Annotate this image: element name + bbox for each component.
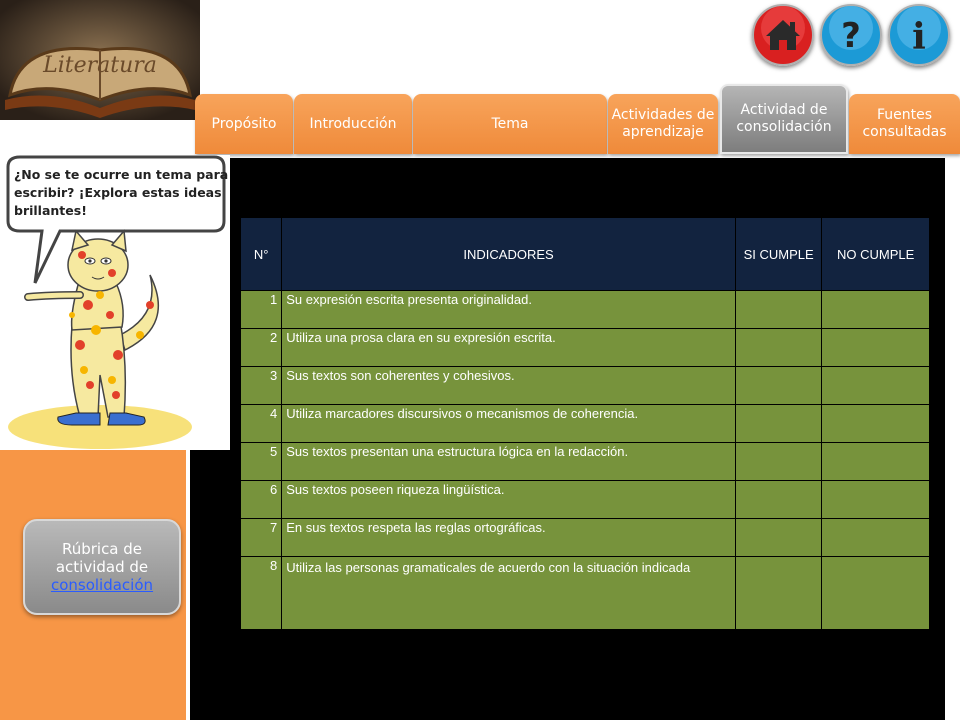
no-cell[interactable] <box>822 443 930 481</box>
tab-label: Actividad de consolidación <box>736 102 832 135</box>
header-no: NO CUMPLE <box>822 218 930 291</box>
tab-actividades-aprendizaje[interactable] <box>608 94 718 154</box>
rubric-line-1: Rúbrica de <box>61 540 143 558</box>
row-indicator: Su expresión escrita presenta originalidad. <box>282 291 736 329</box>
tab-fuentes-consultadas[interactable] <box>849 94 960 154</box>
tab-label: Tema <box>491 115 529 132</box>
row-indicator: Sus textos son coherentes y cohesivos. <box>282 367 736 405</box>
rubric-line-2: actividad de <box>55 558 149 576</box>
table-row <box>241 481 930 519</box>
row-indicator: Utiliza marcadores discursivos o mecanismos de coherencia. <box>282 405 736 443</box>
tab-label: Propósito <box>211 115 277 132</box>
svg-text:i: i <box>912 16 926 58</box>
yes-cell[interactable] <box>735 329 822 367</box>
row-num: 4 <box>241 405 282 443</box>
table-row <box>241 519 930 557</box>
row-indicator: Utiliza las personas gramaticales de acuerdo con la situación indicada <box>282 557 736 630</box>
row-indicator: Sus textos poseen riqueza lingüística. <box>282 481 736 519</box>
literatura-logo <box>0 0 200 120</box>
no-cell[interactable] <box>822 519 930 557</box>
info-icon[interactable] <box>888 4 950 66</box>
logo-text: Literatura <box>43 53 157 78</box>
no-cell[interactable] <box>822 557 930 630</box>
row-num: 1 <box>241 291 282 329</box>
yes-cell[interactable] <box>735 405 822 443</box>
tab-introduccion[interactable] <box>294 94 412 154</box>
rubric-button[interactable] <box>23 519 181 615</box>
yes-cell[interactable] <box>735 481 822 519</box>
rubric-table <box>240 217 930 630</box>
row-num: 2 <box>241 329 282 367</box>
tab-label: Actividades de aprendizaje <box>611 107 715 140</box>
table-row <box>241 443 930 481</box>
tab-proposito[interactable] <box>195 94 293 154</box>
tab-tema[interactable] <box>413 94 607 154</box>
ground-shadow <box>8 405 192 449</box>
speech-line-3: brillantes! <box>14 203 87 218</box>
table-row <box>241 291 930 329</box>
speech-line-2: escribir? ¡Explora estas ideas <box>14 185 222 200</box>
row-num: 3 <box>241 367 282 405</box>
row-num: 8 <box>241 557 282 630</box>
tab-label: Introducción <box>309 115 397 132</box>
yes-cell[interactable] <box>735 519 822 557</box>
home-icon[interactable] <box>752 4 814 66</box>
help-icon[interactable] <box>820 4 882 66</box>
row-num: 5 <box>241 443 282 481</box>
speech-line-1: ¿No se te ocurre un tema para <box>14 167 229 182</box>
row-indicator: Sus textos presentan una estructura lógica en la redacción. <box>282 443 736 481</box>
table-row <box>241 329 930 367</box>
rubric-link[interactable]: consolidación <box>50 576 154 594</box>
row-indicator: Utiliza una prosa clara en su expresión escrita. <box>282 329 736 367</box>
tab-actividad-consolidacion[interactable] <box>720 84 848 154</box>
table-header-row <box>241 218 930 291</box>
header-num: N° <box>241 218 282 291</box>
table-row <box>241 405 930 443</box>
row-num: 7 <box>241 519 282 557</box>
cartoon-cat <box>0 155 230 450</box>
row-indicator: En sus textos respeta las reglas ortográficas. <box>282 519 736 557</box>
table-row <box>241 557 930 630</box>
svg-text:?: ? <box>841 16 861 56</box>
header-indicators: INDICADORES <box>282 218 736 291</box>
yes-cell[interactable] <box>735 367 822 405</box>
no-cell[interactable] <box>822 405 930 443</box>
no-cell[interactable] <box>822 367 930 405</box>
yes-cell[interactable] <box>735 557 822 630</box>
table-row <box>241 367 930 405</box>
no-cell[interactable] <box>822 481 930 519</box>
header-yes: SI CUMPLE <box>735 218 822 291</box>
yes-cell[interactable] <box>735 443 822 481</box>
yes-cell[interactable] <box>735 291 822 329</box>
no-cell[interactable] <box>822 329 930 367</box>
tab-label: Fuentes consultadas <box>862 107 947 140</box>
row-num: 6 <box>241 481 282 519</box>
no-cell[interactable] <box>822 291 930 329</box>
